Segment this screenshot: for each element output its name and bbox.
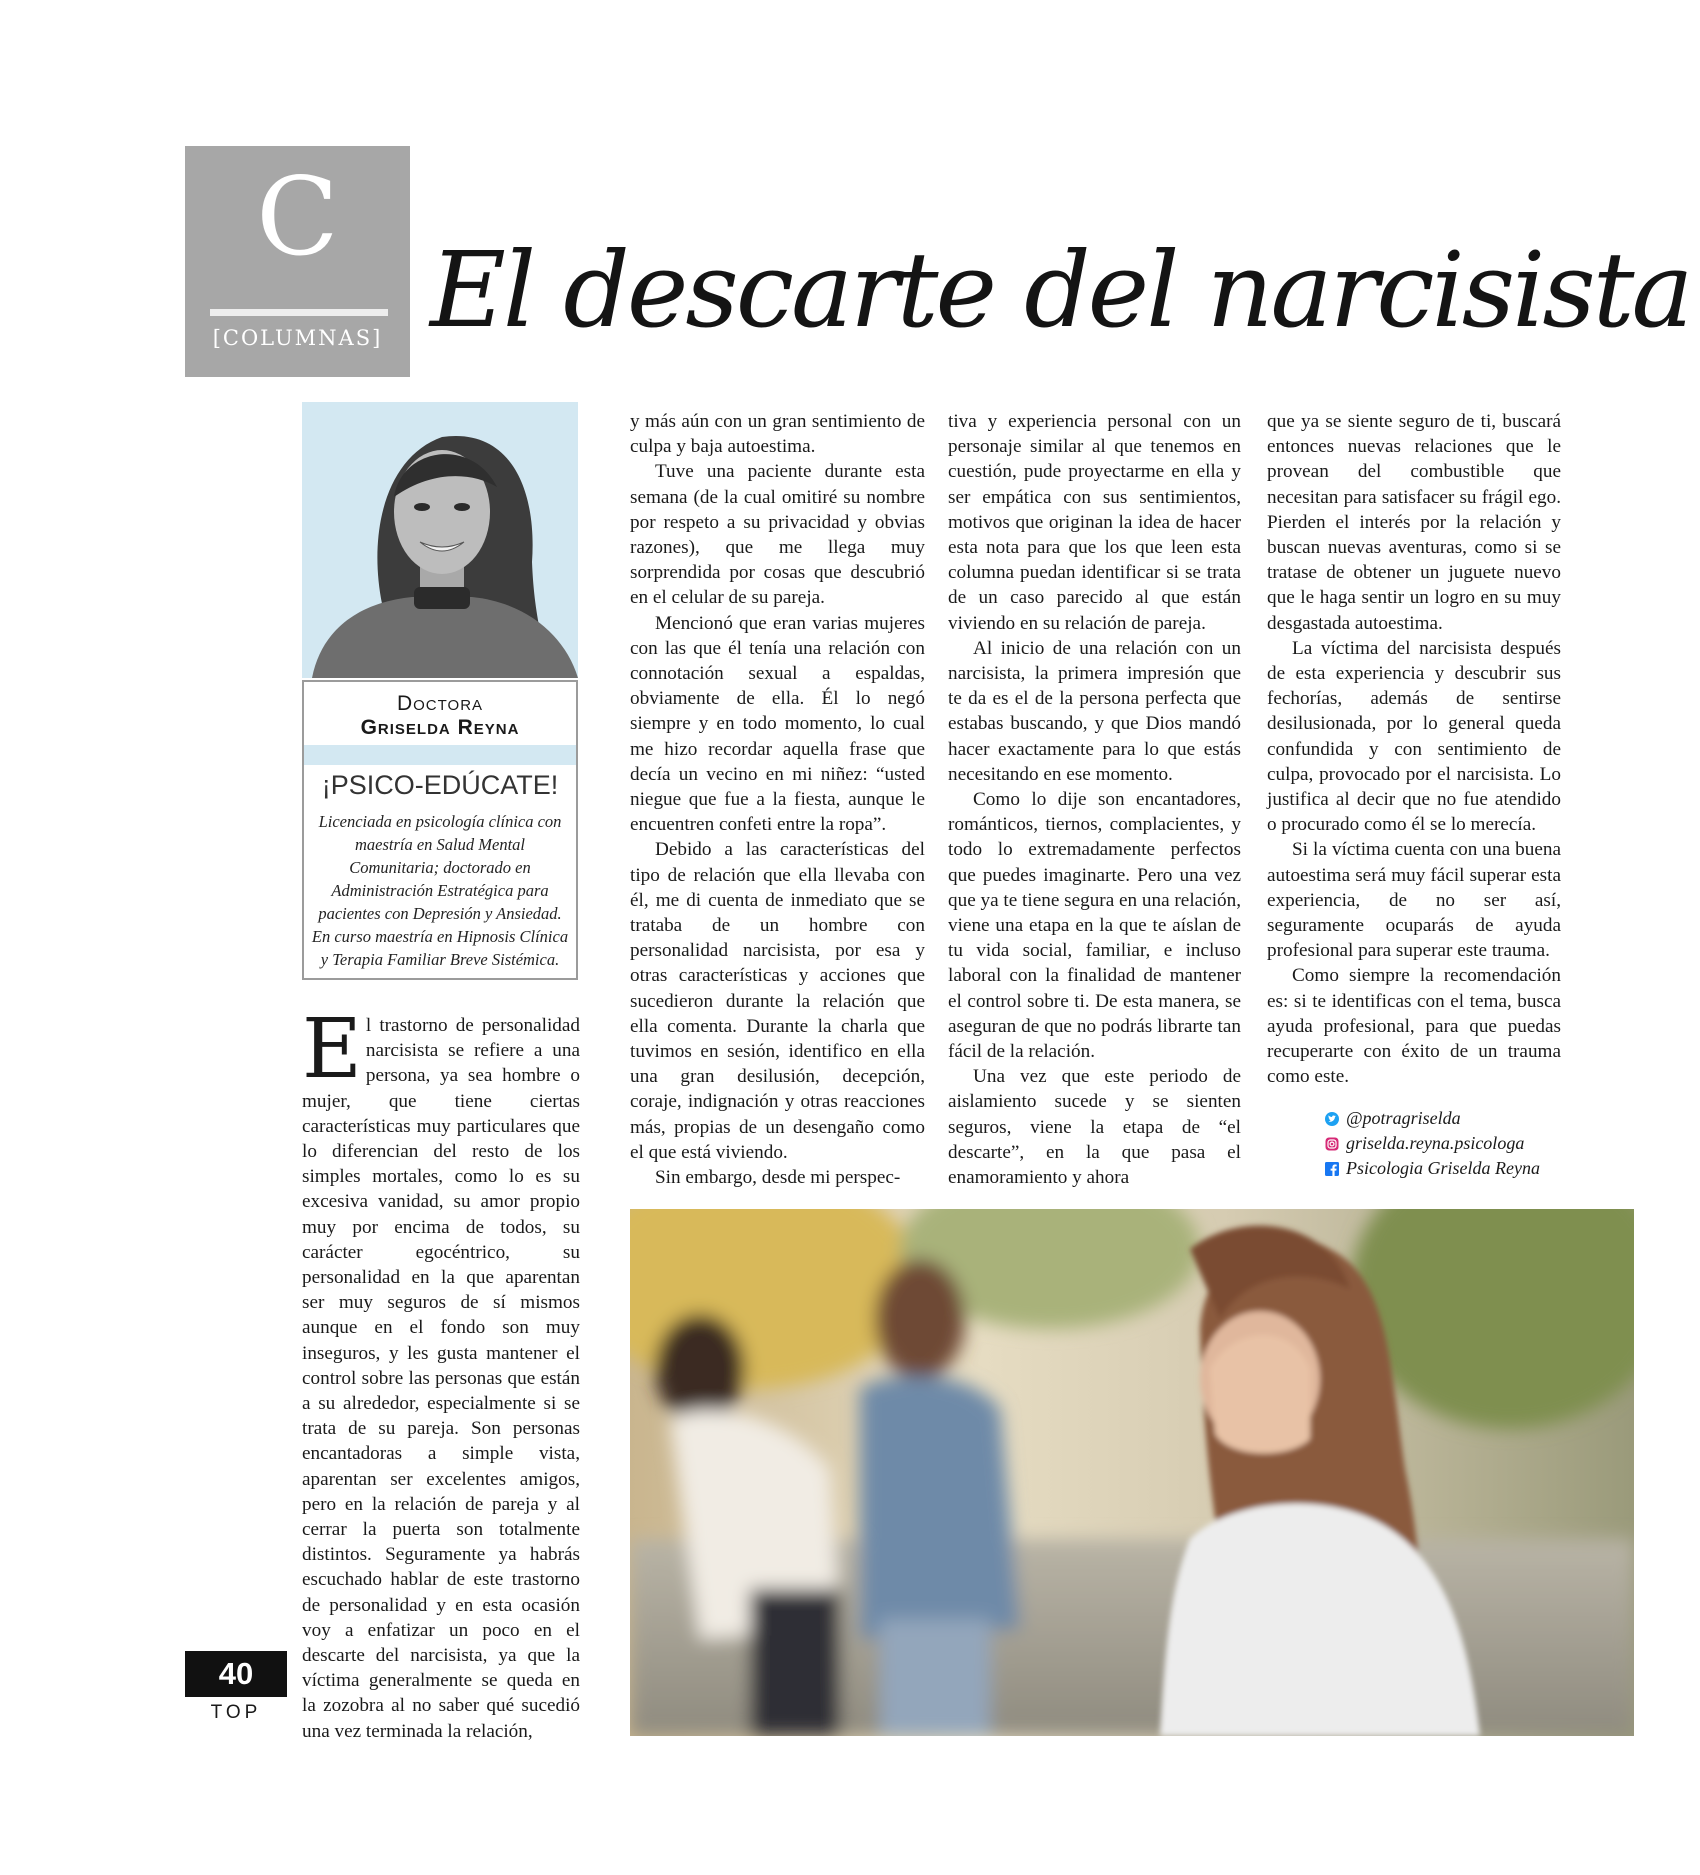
social-handle: Psicologia Griselda Reyna <box>1346 1158 1540 1178</box>
author-photo <box>302 402 578 678</box>
social-handle: griselda.reyna.psicologa <box>1346 1133 1525 1153</box>
author-bio: Licenciada en psicología clínica con maestría en Salud Mental Comunitaria; doctorado en Administración Estratégica para pacientes con Depresión y Ansiedad. En curso maestría en Hipnosis Clínica y Terapia Familiar Breve Sistémica. <box>311 812 569 969</box>
instagram-icon <box>1325 1137 1339 1151</box>
article-photo <box>630 1209 1634 1736</box>
article-column-4 <box>1267 409 1561 1089</box>
article-title: El descarte del narcisista <box>430 229 1691 351</box>
badge-divider <box>210 309 388 316</box>
facebook-icon <box>1325 1162 1339 1176</box>
page-number: 40 <box>185 1651 287 1697</box>
paragraph: Mencionó que eran varias mujeres con las que él tenía una relación con connotación sexual a espaldas, obviamente de ella. Él lo negó siempre y en todo momento, lo cual me hizo recordar aquella frase que decía un vecino en mi niñez: “usted niegue que fue a la fiesta, aunque le encuentren confeti entre la ropa”. <box>630 612 925 836</box>
social-instagram[interactable] <box>1325 1131 1540 1156</box>
paragraph: La víctima del narcisista después de esta experiencia y descubrir sus fechorías, además de sentirse desilusionada, por lo general queda confundida y con sentimiento de culpa, provocado por el narcisista. Lo justifica al decir que no fue atendido o procurado como él se lo merecía. <box>1267 637 1561 836</box>
paragraph: El trastorno de personalidad narcisista se refiere a una persona, ya sea hombre o mujer, que tiene ciertas características muy particulares que lo diferencian del resto de los simples mortales, como lo es su excesiva vanidad, su amor propio muy por encima de todos, su carácter egocéntrico, su personalidad en la que aparentan ser muy seguros de sí mismos aunque en el fondo son muy inseguros, y les gusta mantener el control sobre las personas que están a su alrededor, especialmente si se trata de su pareja. Son personas encantadoras a simple vista, aparentan ser excelentes amigos, pero en la relación de pareja y al cerrar la puerta son totalmente distintos. Seguramente ya habrás escuchado hablar de este trastorno de personalidad y en esta ocasión voy a enfatizar un poco en el descarte del narcisista, ya que la víctima generalmente se queda en la zozobra al no saber qué sucedió una vez terminada la relación, <box>302 1002 580 1742</box>
paragraph: Una vez que este periodo de aislamiento sucede y se sienten seguros, viene la etapa de “el descarte”, en la que pasa el enamoramiento y ahora <box>948 1066 1241 1189</box>
author-name: Griselda Reyna <box>360 716 520 739</box>
social-facebook[interactable] <box>1325 1156 1540 1181</box>
author-role: Doctora <box>396 692 484 715</box>
paragraph: tiva y experiencia personal con un personaje similar al que tenemos en cuestión, pude proyectarme en ella y ser empática con sus sentimientos, motivos que originan la idea de hacer esta nota para que los que leen esta columna puedan identificar si se trata de un caso parecido al que están viviendo en su relación de pareja. <box>948 411 1241 634</box>
drop-cap: E <box>302 1002 362 1097</box>
article-column-2 <box>630 409 925 1190</box>
publication-name: TOP <box>210 1702 262 1723</box>
article-column-1 <box>302 1002 580 1744</box>
section-letter: C <box>256 155 339 280</box>
section-label: [COLUMNAS] <box>212 326 383 350</box>
author-band <box>304 745 576 765</box>
paragraph: Tuve una paciente durante esta semana (de la cual omitiré su nombre por respeto a su privacidad y obvias razones), que me llega muy sorprendida por cosas que descubrió en el celular de su pareja. <box>630 461 925 609</box>
paragraph: Debido a las características del tipo de relación que ella llevaba con él, me di cuenta de inmediato que se trataba de un hombre con personalidad narcisista, por esa y otras características y acciones que sucedieron durante la relación que ella comenta. Durante la charla que tuvimos en sesión, identifico en ella una gran desilusión, decepción, coraje, indignación y otras reacciones más, propias de un desengaño como el que está viviendo. <box>630 839 925 1163</box>
social-twitter[interactable] <box>1325 1106 1540 1131</box>
article-column-3 <box>948 409 1241 1190</box>
paragraph: Si la víctima cuenta con una buena autoestima será muy fácil superar esta experiencia, de no ser así, seguramente ocuparás de ayuda profesional para superar este trauma. <box>1267 839 1561 962</box>
paragraph: Como lo dije son encantadores, románticos, tiernos, complacientes, y todo lo extremadamente perfectos que puedes imaginarte. Pero una vez que ya te tiene segura en una relación, viene una etapa en la que te aíslan de tu vida social, familiar, e incluso laboral con la finalidad de mantener el control sobre ti. De esta manera, se aseguran de que no podrás librarte tan fácil de la relación. <box>948 789 1242 1063</box>
column-brand: ¡PSICO-EDÚCATE! <box>321 770 559 800</box>
author-card <box>302 680 578 980</box>
paragraph: Como siempre la recomendación es: si te identificas con el tema, busca ayuda profesional, para que puedas recuperarte con éxito de un trauma como este. <box>1267 965 1561 1088</box>
paragraph: Al inicio de una relación con un narcisista, la primera impresión que te da es el de la persona perfecta que estabas buscando, y que Dios mandó hacer exactamente para lo que estás necesitando en ese momento. <box>948 637 1241 785</box>
section-badge <box>185 146 410 377</box>
paragraph: y más aún con un gran sentimiento de culpa y baja autoestima. <box>630 411 925 458</box>
social-handle: @potragriselda <box>1346 1108 1461 1128</box>
twitter-icon <box>1325 1112 1339 1126</box>
paragraph: que ya se siente seguro de ti, buscará entonces nuevas relaciones que le provean del combustible que necesitan para satisfacer su frágil ego. Pierden el interés por la relación y buscan nuevas aventuras, como si se tratase de obtener un juguete nuevo que le haga sentir un logro en su muy desgastada autoestima. <box>1267 411 1561 634</box>
paragraph: Sin embargo, desde mi perspec- <box>655 1167 901 1189</box>
social-links <box>1325 1106 1540 1181</box>
